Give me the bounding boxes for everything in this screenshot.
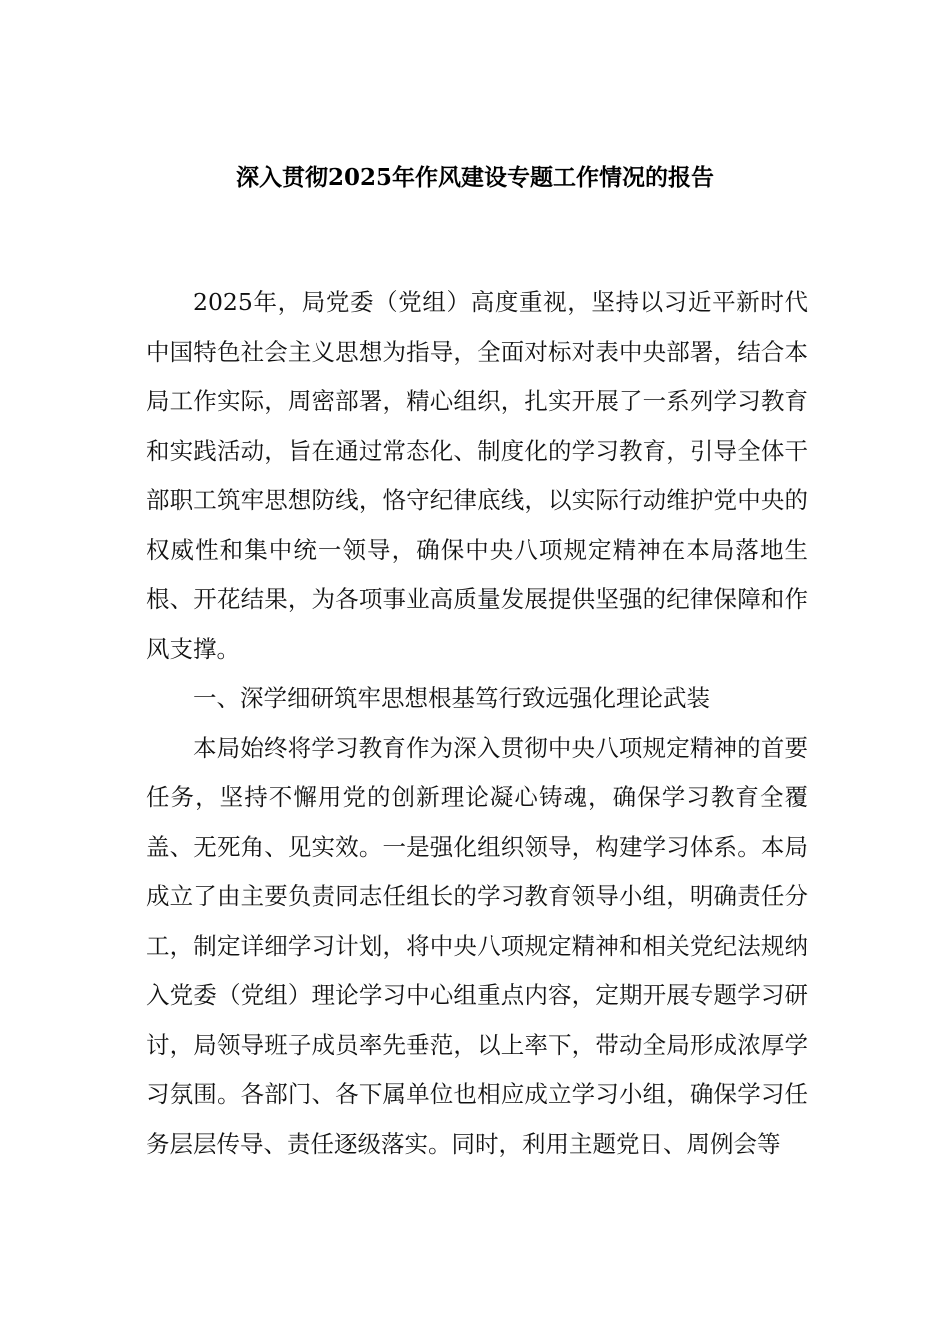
document-body bbox=[146, 278, 808, 1169]
paragraph-section-1: 本局始终将学习教育作为深入贯彻中央八项规定精神的首要任务，坚持不懈用党的创新理论凝心铸魂，确保学习教育全覆盖、无死角、见实效。一是强化组织领导，构建学习体系。本局成立了由主要负责同志任组长的学习教育领导小组，明确责任分工，制定详细学习计划，将中央八项规定精神和相关党纪法规纳入党委（党组）理论学习中心组重点内容，定期开展专题学习研讨，局领导班子成员率先垂范，以上率下，带动全局形成浓厚学习氛围。各部门、各下属单位也相应成立学习小组，确保学习任务层层传导、责任逐级落实。同时，利用主题党日、周例会等 bbox=[146, 733, 808, 1158]
paragraph-intro: 2025年，局党委（党组）高度重视，坚持以习近平新时代中国特色社会主义思想为指导，全面对标对表中央部署，结合本局工作实际，周密部署，精心组织，扎实开展了一系列学习教育和实践活动，旨在通过常态化、制度化的学习教育，引导全体干部职工筑牢思想防线，恪守纪律底线，以实际行动维护党中央的权威性和集中统一领导，确保中央八项规定精神在本局落地生根、开花结果，为各项事业高质量发展提供坚强的纪律保障和作风支撑。 bbox=[146, 288, 808, 663]
document-title: 深入贯彻2025年作风建设专题工作情况的报告 bbox=[235, 164, 714, 191]
section-heading-1: 一、深学细研筑牢思想根基笃行致远强化理论武装 bbox=[193, 684, 710, 712]
